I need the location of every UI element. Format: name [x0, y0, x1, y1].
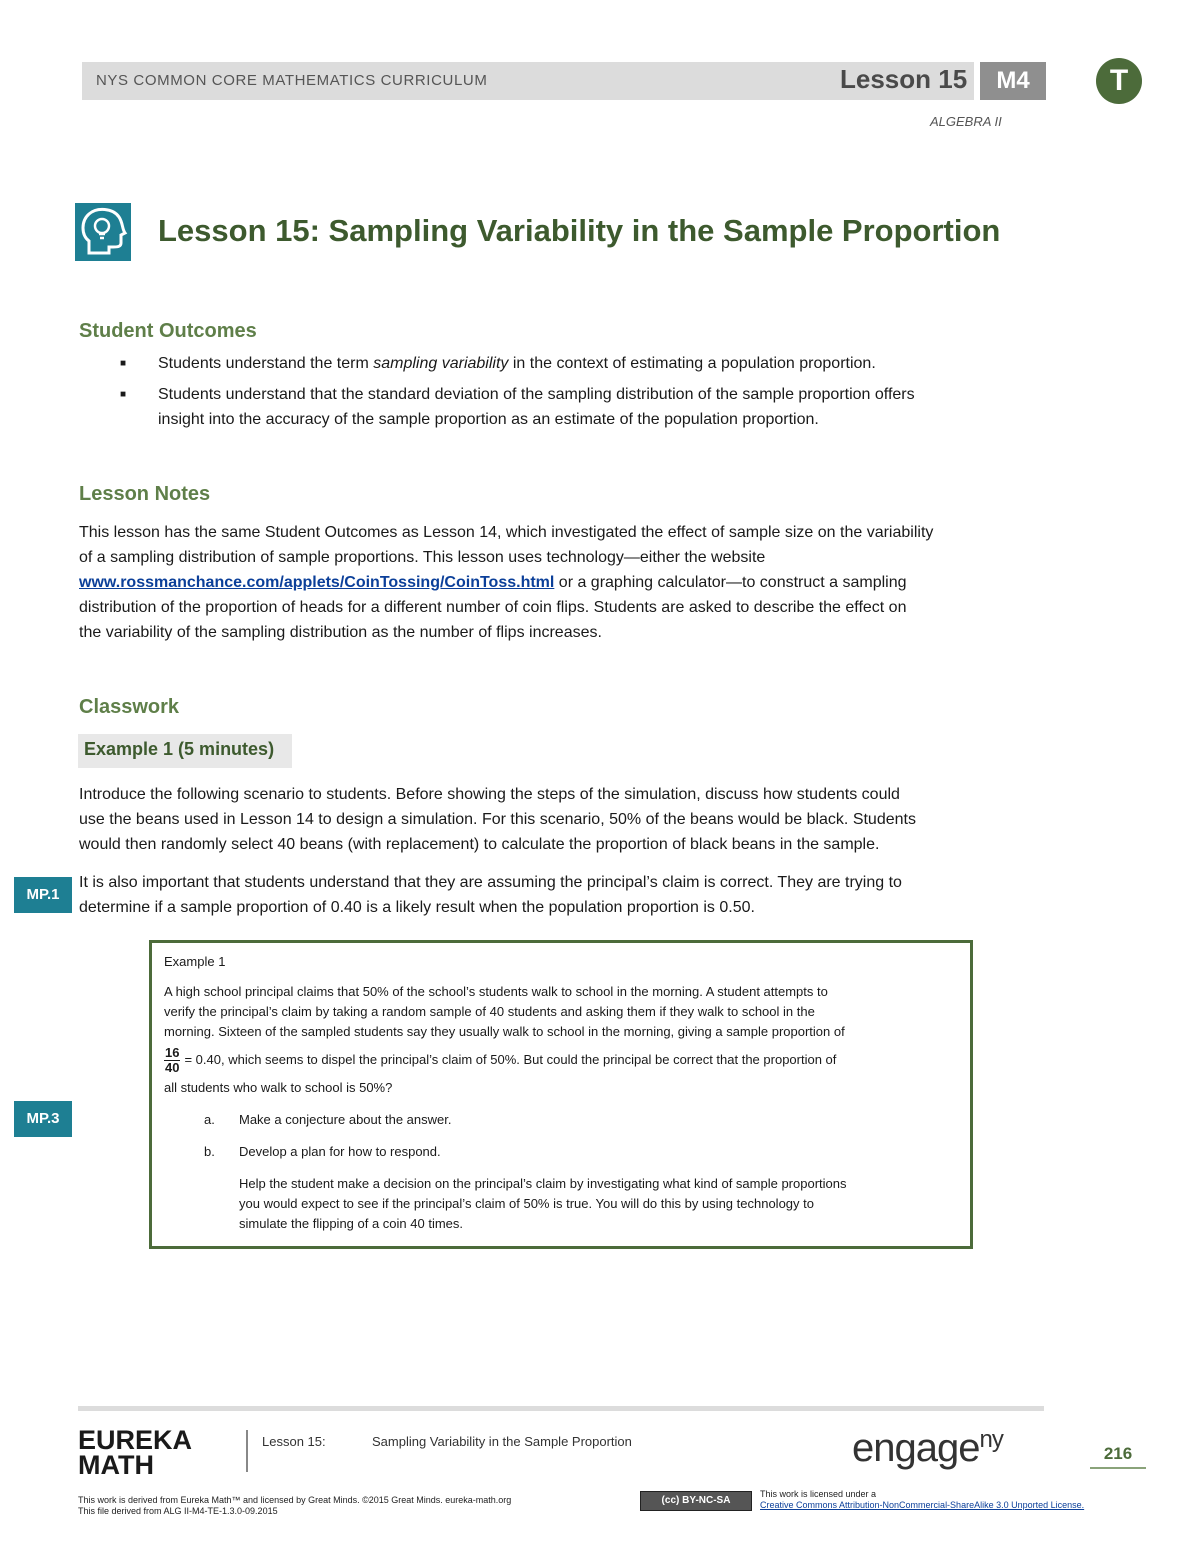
teacher-badge: T	[1096, 58, 1142, 104]
classwork-paragraph-1	[79, 782, 916, 857]
help-line-2: you would expect to see if the principal’s claim of 50% is true. You will do this by using technology to	[239, 1196, 814, 1211]
box-line-4	[164, 1042, 846, 1078]
outcome-1-pre: Students understand the term	[158, 355, 374, 372]
p1-line-2: use the beans used in Lesson 14 to design a simulation. For this scenario, 50% of the beans would be black. Students	[79, 811, 916, 828]
box-item-a	[204, 1110, 846, 1130]
logo-line-2: MATH	[78, 1450, 154, 1480]
mp3-badge: MP.3	[14, 1101, 72, 1137]
notes-line-5: the variability of the sampling distribution as the number of flips increases.	[79, 624, 602, 641]
outcome-1-term: sampling variability	[373, 355, 509, 372]
box-item-b	[204, 1142, 846, 1162]
outcome-1-post: in the context of estimating a population proportion.	[508, 355, 876, 372]
fraction-denominator: 40	[165, 1059, 180, 1075]
p2-line-1: It is also important that students understand that they are assuming the principal’s claim is correct. They are trying to	[79, 874, 902, 891]
notes-paragraph	[79, 520, 933, 645]
bullet-icon: ■	[120, 389, 127, 400]
notes-line-3	[79, 570, 933, 595]
box-line-5: all students who walk to school is 50%?	[164, 1080, 393, 1095]
fraction-numerator: 16	[165, 1044, 180, 1060]
box-help-text	[239, 1174, 846, 1234]
notes-heading: Lesson Notes	[79, 483, 211, 505]
example-heading: Example 1 (5 minutes)	[84, 739, 275, 759]
outcomes-heading: Student Outcomes	[79, 320, 257, 342]
course-name: ALGEBRA II	[930, 114, 1002, 129]
derived-line-2: This file derived from ALG II-M4-TE-1.3.0-09.2015	[78, 1506, 278, 1516]
derived-notice	[78, 1495, 511, 1517]
item-a-label: a.	[204, 1112, 215, 1127]
lightbulb-head-icon	[75, 203, 131, 261]
help-line-3: simulate the flipping of a coin 40 times.	[239, 1216, 464, 1231]
license-intro: This work is licensed under a	[760, 1489, 877, 1499]
cc-license-badge: (cc) BY-NC-SA	[640, 1491, 752, 1511]
classwork-heading: Classwork	[79, 696, 180, 718]
notes-line-4: distribution of the proportion of heads for a different number of coin flips. Students are asked to describe the effect on	[79, 599, 907, 616]
item-b-text: Develop a plan for how to respond.	[239, 1144, 441, 1159]
outcome-item-1	[158, 351, 876, 376]
engageny-logo	[852, 1426, 1003, 1471]
box-line-3: morning. Sixteen of the sampled students say they usually walk to school in the morning, giving a sample proportion of	[164, 1024, 845, 1039]
p1-line-1: Introduce the following scenario to students. Before showing the steps of the simulation, discuss how students could	[79, 786, 900, 803]
box-line-4-post: = 0.40, which seems to dispel the principal’s claim of 50%. But could the principal be correct that the proportion of	[184, 1052, 837, 1067]
notes-line-3-post: or a graphing calculator—to construct a sampling	[554, 574, 907, 591]
logo-line-1: EUREKA	[78, 1425, 193, 1455]
footer-lesson-name: Sampling Variability in the Sample Proportion	[372, 1434, 632, 1449]
box-line-1: A high school principal claims that 50% of the school’s students walk to school in the morning. A student attempts to	[164, 984, 828, 999]
item-a-text: Make a conjecture about the answer.	[239, 1112, 452, 1127]
outcome-2-line-2: insight into the accuracy of the sample proportion as an estimate of the population proportion.	[158, 411, 819, 428]
example-box-label: Example 1	[164, 954, 226, 969]
page-title: Lesson 15: Sampling Variability in the Sample Proportion	[158, 213, 1001, 248]
notes-line-2: of a sampling distribution of sample proportions. This lesson uses technology—either the website	[79, 549, 766, 566]
outcome-2-line-1: Students understand that the standard deviation of the sampling distribution of the sample proportion offers	[158, 386, 915, 403]
page-number: 216	[1090, 1444, 1146, 1469]
engage-text: engage	[852, 1426, 980, 1470]
notes-line-1: This lesson has the same Student Outcomes as Lesson 14, which investigated the effect of sample size on the variability	[79, 524, 934, 541]
license-notice	[760, 1489, 1084, 1511]
eureka-math-logo	[78, 1425, 193, 1480]
classwork-paragraph-2	[79, 870, 902, 920]
module-badge: M4	[980, 62, 1046, 100]
footer-lesson: Lesson 15:	[262, 1434, 326, 1449]
box-line-2: verify the principal’s claim by taking a random sample of 40 students and asking them if they walk to school in the	[164, 1004, 815, 1019]
footer-separator	[246, 1430, 248, 1472]
mp1-badge: MP.1	[14, 877, 72, 913]
p1-line-3: would then randomly select 40 beans (with replacement) to calculate the proportion of black beans in the sample.	[79, 836, 880, 853]
help-line-1: Help the student make a decision on the principal’s claim by investigating what kind of sample proportions	[239, 1176, 847, 1191]
footer-rule	[78, 1406, 1044, 1411]
p2-line-2: determine if a sample proportion of 0.40 is a likely result when the population proportion is 0.50.	[79, 899, 755, 916]
header-lesson: Lesson 15	[840, 64, 968, 94]
license-link[interactable]: Creative Commons Attribution-NonCommercial-ShareAlike 3.0 Unported License.	[760, 1500, 1085, 1510]
example-box-content	[164, 952, 846, 1234]
curriculum-title: NYS COMMON CORE MATHEMATICS CURRICULUM	[96, 72, 488, 89]
bullet-icon: ■	[120, 358, 127, 369]
engage-sup: ny	[979, 1426, 1003, 1453]
outcome-item-2	[158, 382, 915, 432]
item-b-label: b.	[204, 1144, 215, 1159]
derived-line-1: This work is derived from Eureka Math™ and licensed by Great Minds. ©2015 Great Minds. eureka-math.org	[78, 1495, 512, 1505]
coin-toss-applet-link[interactable]: www.rossmanchance.com/applets/CoinTossing/CoinToss.html	[79, 574, 555, 591]
fraction	[164, 1046, 180, 1075]
